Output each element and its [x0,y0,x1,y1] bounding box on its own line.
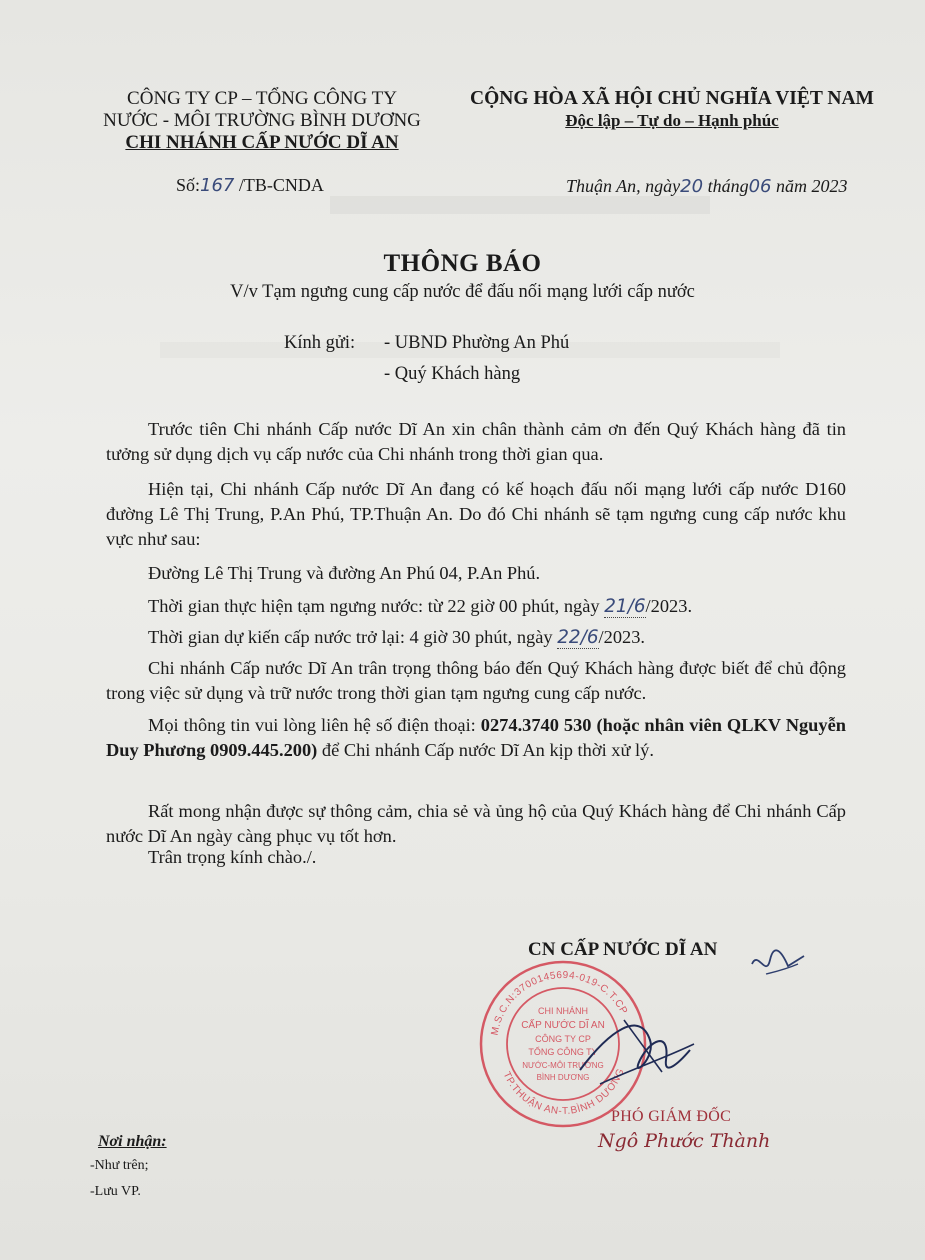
org-line-1: CÔNG TY CP – TỔNG CÔNG TY [127,88,397,109]
contact-paragraph [106,713,846,763]
date-month-handwritten: 06 [748,176,772,197]
seal-line: NƯỚC-MÔI TRƯỜNG [522,1061,604,1070]
body-paragraph: Chi nhánh Cấp nước Dĩ An trân trọng thông báo đến Quý Khách hàng được biết để chủ động trong việc sử dụng và trữ nước trong thời gian tạm ngưng cung cấp nước. [106,658,846,703]
seal-line: TỔNG CÔNG TY [528,1047,598,1057]
document-date [566,176,848,197]
signer-name: Ngô Phước Thành [598,1130,771,1152]
seal-line: BÌNH DƯƠNG [536,1073,590,1082]
doc-number-suffix: /TB-CNDA [234,175,324,195]
signature-org: CN CẤP NƯỚC DĨ AN [528,939,718,960]
seal-line: CẤP NƯỚC DĨ AN [521,1020,605,1031]
distribution-label: Nơi nhận: [98,1133,167,1150]
outage-start-date-handwritten: 21/6 [604,596,646,617]
outage-end-text: Thời gian dự kiến cấp nước trở lại: 4 giờ 30 phút, ngày [148,627,553,647]
recipient-item: - Quý Khách hàng [384,364,521,384]
outage-end-year: /2023. [598,627,646,647]
outage-end-time [106,625,846,650]
outage-start-time [106,594,846,619]
distribution-item: -Như trên; [90,1158,149,1173]
body-paragraph: Hiện tại, Chi nhánh Cấp nước Dĩ An đang có kế hoạch đấu nối mạng lưới cấp nước D160 đường Lê Thị Trung, P.An Phú, TP.Thuận An. Do đó Chi nhánh sẽ tạm ngưng cung cấp nước khu vực như sau: [106,479,846,549]
outage-start-year: /2023. [645,596,693,616]
recipients-label: Kính gửi: [284,333,356,353]
seal-line: CÔNG TY CP [535,1034,591,1044]
recipient-item: - UBND Phường An Phú [384,333,570,353]
seal-ring-bottom: TP.THUẬN AN-T.BÌNH DƯƠNG [500,1066,627,1118]
date-month-label: tháng [703,176,749,196]
contact-suffix: để Chi nhánh Cấp nước Dĩ An kịp thời xử lý. [317,740,654,760]
doc-number-prefix: Số: [176,175,201,195]
date-place: Thuận An, ngày [566,176,681,196]
signer-position: PHÓ GIÁM ĐỐC [611,1108,732,1125]
org-line-2: NƯỚC - MÔI TRƯỜNG BÌNH DƯƠNG [103,110,421,131]
date-day-handwritten: 20 [680,176,704,197]
bleed-through-mark [330,196,710,214]
outage-end-date-handwritten: 22/6 [557,627,599,648]
seal-ring-text: M.S.C.N:3700145694-019-C.T.CP [489,969,630,1037]
document-subject: V/v Tạm ngưng cung cấp nước để đấu nối mạng lưới cấp nước [230,282,695,302]
closing-greeting: Trân trọng kính chào./. [148,847,317,867]
document-number [176,175,324,196]
distribution-item: -Lưu VP. [90,1184,141,1199]
national-title: CỘNG HÒA XÃ HỘI CHỦ NGHĨA VIỆT NAM [470,88,874,109]
outage-start-text: Thời gian thực hiện tạm ngưng nước: từ 22 giờ 00 phút, ngày [148,596,600,616]
handwritten-signature [570,1000,700,1100]
doc-number-handwritten: 167 [200,175,235,196]
affected-area: Đường Lê Thị Trung và đường An Phú 04, P.An Phú. [148,563,541,583]
body-paragraph: Trước tiên Chi nhánh Cấp nước Dĩ An xin chân thành cảm ơn đến Quý Khách hàng đã tin tưởng sử dụng dịch vụ cấp nước của Chi nhánh trong thời gian qua. [106,419,846,464]
initials-mark [748,944,808,984]
document-title: THÔNG BÁO [383,250,542,277]
contact-phone: 0274.3740 530 (hoặc nhân viên QLKV Nguyễn Duy Phương 0909.445.200) [106,715,846,760]
body-paragraph: Rất mong nhận được sự thông cảm, chia sẻ và ủng hộ của Quý Khách hàng để Chi nhánh Cấp nước Dĩ An ngày càng phục vụ tốt hơn. [106,801,846,846]
national-header [452,88,892,132]
seal-line: CHI NHÁNH [537,1006,589,1016]
org-header [92,88,432,154]
national-motto: Độc lập – Tự do – Hạnh phúc [565,111,779,130]
org-branch-name: CHI NHÁNH CẤP NƯỚC DĨ AN [125,132,399,153]
contact-text: Mọi thông tin vui lòng liên hệ số điện thoại: [148,715,481,735]
date-year: năm 2023 [771,176,848,196]
